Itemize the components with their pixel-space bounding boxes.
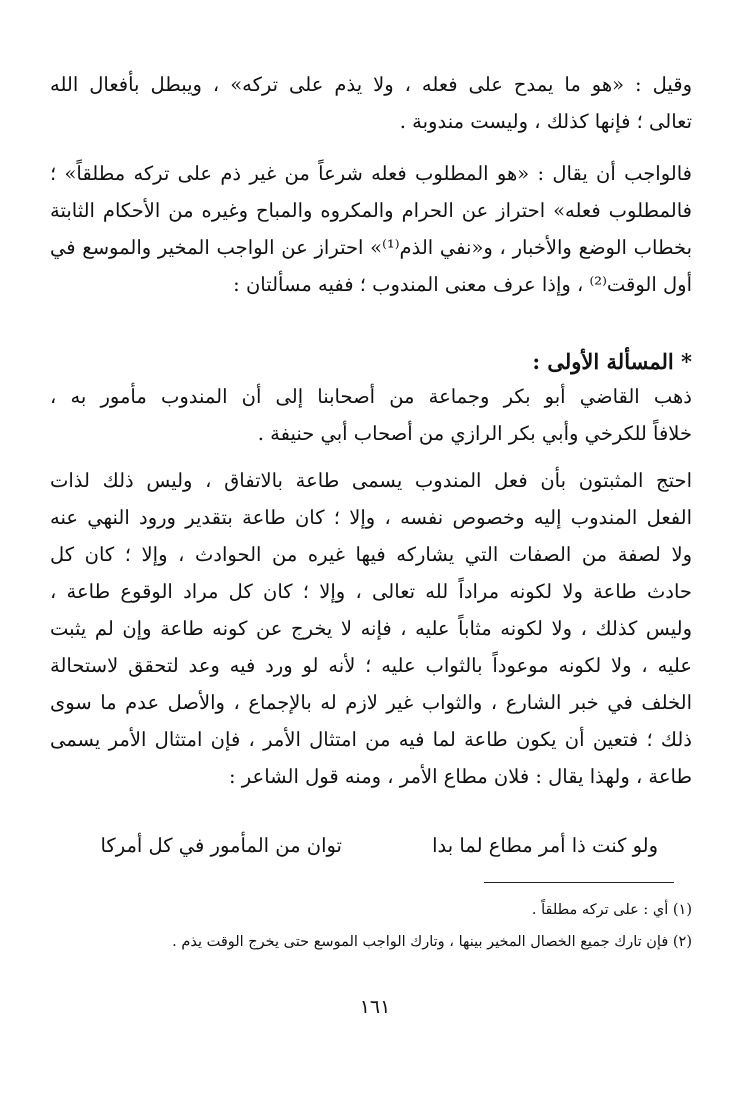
text-line: الفعل المندوب إليه وخصوص نفسه ، وإلا ؛ كان طاعة بتقدير ورود النهي عنه [50, 506, 692, 529]
paragraph-2 [50, 155, 692, 303]
footnote-2: (٢) فإن تارك جميع الخصال المخير بينها ، وتارك الواجب الموسع حتى يخرج الوقت يذم . [172, 934, 692, 950]
verse-second-hemistich: توان من المأمور في كل أمركا [100, 834, 342, 857]
text-line: خلافاً للكرخي وأبي بكر الرازي من أصحاب أبي حنيفة . [257, 422, 692, 445]
text-line: بخطاب الوضع والأخبار ، و«نفي الذم⁽¹⁾» احتراز عن الواجب المخير والموسع في [50, 236, 692, 259]
footnote-1: (١) أي : على تركه مطلقاً . [531, 902, 692, 918]
text-line: فالواجب أن يقال : «هو المطلوب فعله شرعاً من غير ذم على تركه مطلقاً» ؛ [50, 162, 692, 185]
text-line: وقيل : «هو ما يمدح على فعله ، ولا يذم على تركه» ، ويبطل بأفعال الله [50, 73, 692, 96]
footnote-divider [484, 882, 674, 883]
text-line: حادث طاعة ولا لكونه مراداً لله تعالى ، وإلا ؛ كان كل مراد الوقوع طاعة ، [50, 580, 692, 603]
text-line: ولا لصفة من الصفات التي يشاركه فيها غيره من الحوادث ، وإلا ؛ كان كل [50, 543, 692, 566]
verse-first-hemistich: ولو كنت ذا أمر مطاع لما بدا [432, 834, 658, 857]
text-line: أول الوقت⁽²⁾ ، وإذا عرف معنى المندوب ؛ ففيه مسألتان : [233, 273, 692, 296]
text-line: الخلف في خبر الشارع ، والثواب غير لازم له بالإجماع ، والأصل عدم ما سوى [50, 691, 692, 714]
text-line: فالمطلوب فعله» احتراز عن الحرام والمكروه والمباح وغيره من الأحكام الثابتة [50, 199, 692, 222]
paragraph-4 [50, 462, 692, 795]
text-line: عليه ، ولا لكونه موعوداً بالثواب عليه ؛ لأنه لو ورد فيه وعد لتحقق لاستحالة [50, 654, 692, 677]
page-number: ١٦١ [359, 996, 391, 1018]
text-line: تعالى ؛ فإنها كذلك ، وليست مندوبة . [399, 110, 692, 133]
text-line: طاعة ، ولهذا يقال : فلان مطاع الأمر ، ومنه قول الشاعر : [229, 765, 692, 788]
text-line: ذلك ؛ فتعين أن يكون طاعة لما فيه من امتثال الأمر ، فإن امتثال الأمر يسمى [50, 728, 692, 751]
paragraph-3 [50, 378, 692, 452]
text-line: احتج المثبتون بأن فعل المندوب يسمى طاعة بالاتفاق ، وليس ذلك لذات [50, 469, 692, 492]
text-line: وليس كذلك ، ولا لكونه مثاباً عليه ، فإنه لا يخرج عن كونه طاعة وإن لم يثبت [50, 617, 692, 640]
paragraph-1 [50, 66, 692, 140]
section-heading: * المسألة الأولى : [532, 349, 692, 374]
text-line: ذهب القاضي أبو بكر وجماعة من أصحابنا إلى أن المندوب مأمور به ، [50, 385, 692, 408]
